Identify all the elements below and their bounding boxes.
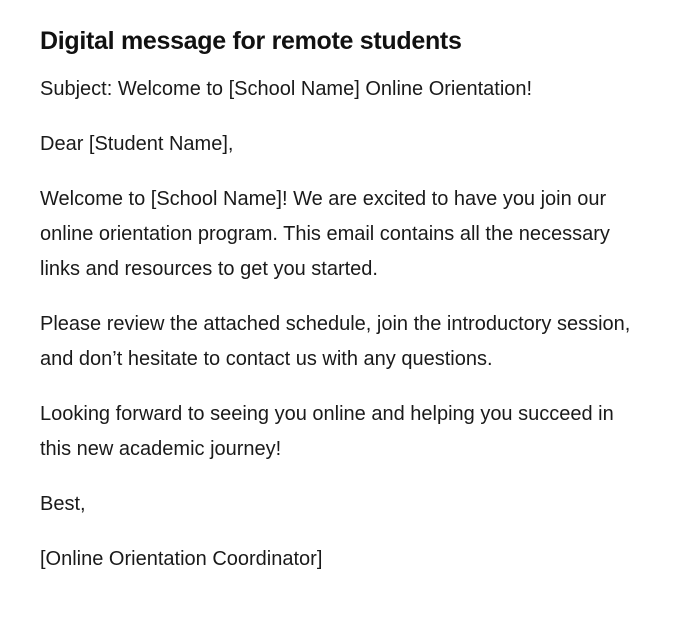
email-body-paragraph-2: Please review the attached schedule, join the introductory session, and don’t hesitate to contact us with any questions.: [40, 313, 631, 370]
email-subject: Subject: Welcome to [School Name] Online Orientation!: [40, 78, 533, 100]
document-title: Digital message for remote students: [40, 27, 462, 55]
email-body-paragraph-1: Welcome to [School Name]! We are excited to have you join our online orientation program. This email contains all the necessary links and resources to get you started.: [40, 188, 610, 280]
email-greeting: Dear [Student Name],: [40, 133, 234, 155]
email-body-paragraph-3: Looking forward to seeing you online and helping you succeed in this new academic journey!: [40, 403, 614, 460]
email-sign-off: Best,: [40, 493, 86, 515]
document-page: [40, 26, 650, 597]
email-signature: [Online Orientation Coordinator]: [40, 548, 323, 570]
